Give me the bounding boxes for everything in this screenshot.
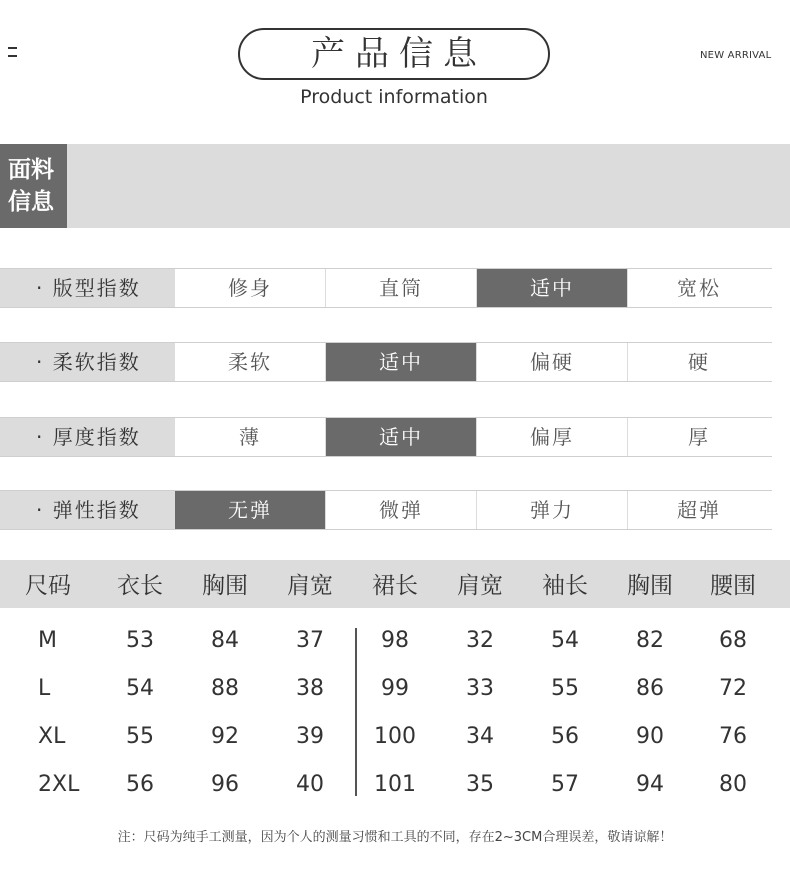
index-option[interactable]: 硬 xyxy=(627,343,770,381)
index-option-selected[interactable]: 适中 xyxy=(476,269,627,307)
size-value-cell: 54 xyxy=(551,628,579,653)
index-option[interactable]: 微弹 xyxy=(325,491,476,529)
size-value-cell: 56 xyxy=(551,724,579,749)
size-value-cell: 32 xyxy=(466,628,494,653)
index-option-selected[interactable]: 适中 xyxy=(325,418,476,456)
size-label-cell: L xyxy=(38,676,51,701)
table-divider xyxy=(355,628,357,796)
size-value-cell: 101 xyxy=(374,772,416,797)
page-subtitle: Product information xyxy=(300,86,488,108)
size-value-cell: 57 xyxy=(551,772,579,797)
size-value-cell: 82 xyxy=(636,628,664,653)
softness-index-row xyxy=(0,342,772,382)
size-value-cell: 76 xyxy=(719,724,747,749)
menu-mark-icon xyxy=(8,45,18,59)
index-option[interactable]: 薄 xyxy=(174,418,325,456)
index-label: · 弹性指数 xyxy=(0,491,174,529)
size-label-cell: 2XL xyxy=(38,772,80,797)
elasticity-index-row xyxy=(0,490,772,530)
size-value-cell: 84 xyxy=(211,628,239,653)
size-value-cell: 94 xyxy=(636,772,664,797)
size-value-cell: 92 xyxy=(211,724,239,749)
index-option[interactable]: 柔软 xyxy=(174,343,325,381)
index-option[interactable]: 修身 xyxy=(174,269,325,307)
size-table-header-cell: 胸围 xyxy=(202,573,248,599)
size-value-cell: 38 xyxy=(296,676,324,701)
size-table-header-cell: 胸围 xyxy=(627,573,673,599)
fabric-info-label: 面料 信息 xyxy=(0,144,67,228)
new-arrival-badge: NEW ARRIVAL xyxy=(700,50,772,61)
size-value-cell: 55 xyxy=(126,724,154,749)
size-value-cell: 37 xyxy=(296,628,324,653)
size-value-cell: 56 xyxy=(126,772,154,797)
size-table-header-cell: 肩宽 xyxy=(457,573,503,599)
index-option[interactable]: 直筒 xyxy=(325,269,476,307)
size-value-cell: 33 xyxy=(466,676,494,701)
size-value-cell: 54 xyxy=(126,676,154,701)
index-option[interactable]: 厚 xyxy=(627,418,770,456)
size-value-cell: 53 xyxy=(126,628,154,653)
index-option[interactable]: 弹力 xyxy=(476,491,627,529)
size-value-cell: 80 xyxy=(719,772,747,797)
fit-index-row xyxy=(0,268,772,308)
size-value-cell: 40 xyxy=(296,772,324,797)
size-table-header-cell: 尺码 xyxy=(25,573,71,599)
size-value-cell: 68 xyxy=(719,628,747,653)
size-label-cell: XL xyxy=(38,724,66,749)
thickness-index-row xyxy=(0,417,772,457)
index-option-selected[interactable]: 适中 xyxy=(325,343,476,381)
size-value-cell: 86 xyxy=(636,676,664,701)
index-label: · 版型指数 xyxy=(0,269,174,307)
index-label: · 柔软指数 xyxy=(0,343,174,381)
size-table-header-cell: 裙长 xyxy=(372,573,418,599)
size-value-cell: 55 xyxy=(551,676,579,701)
index-option[interactable]: 偏厚 xyxy=(476,418,627,456)
index-option[interactable]: 超弹 xyxy=(627,491,770,529)
size-table-header-cell: 衣长 xyxy=(117,573,163,599)
measurement-note: 注：尺码为纯手工测量，因为个人的测量习惯和工具的不同，存在2~3CM合理误差，敬请谅解！ xyxy=(117,830,673,845)
fabric-info-bar xyxy=(0,144,790,228)
size-value-cell: 34 xyxy=(466,724,494,749)
size-table-header-cell: 袖长 xyxy=(542,573,588,599)
index-label: · 厚度指数 xyxy=(0,418,174,456)
size-value-cell: 90 xyxy=(636,724,664,749)
index-option[interactable]: 宽松 xyxy=(627,269,770,307)
size-table-header-cell: 肩宽 xyxy=(287,573,333,599)
size-value-cell: 88 xyxy=(211,676,239,701)
size-value-cell: 100 xyxy=(374,724,416,749)
size-value-cell: 35 xyxy=(466,772,494,797)
page-title: 产品信息 xyxy=(238,28,550,80)
size-value-cell: 98 xyxy=(381,628,409,653)
index-option-selected[interactable]: 无弹 xyxy=(174,491,325,529)
size-value-cell: 99 xyxy=(381,676,409,701)
index-option[interactable]: 偏硬 xyxy=(476,343,627,381)
size-value-cell: 39 xyxy=(296,724,324,749)
size-table-header-cell: 腰围 xyxy=(710,573,756,599)
size-label-cell: M xyxy=(38,628,57,653)
size-value-cell: 72 xyxy=(719,676,747,701)
size-value-cell: 96 xyxy=(211,772,239,797)
